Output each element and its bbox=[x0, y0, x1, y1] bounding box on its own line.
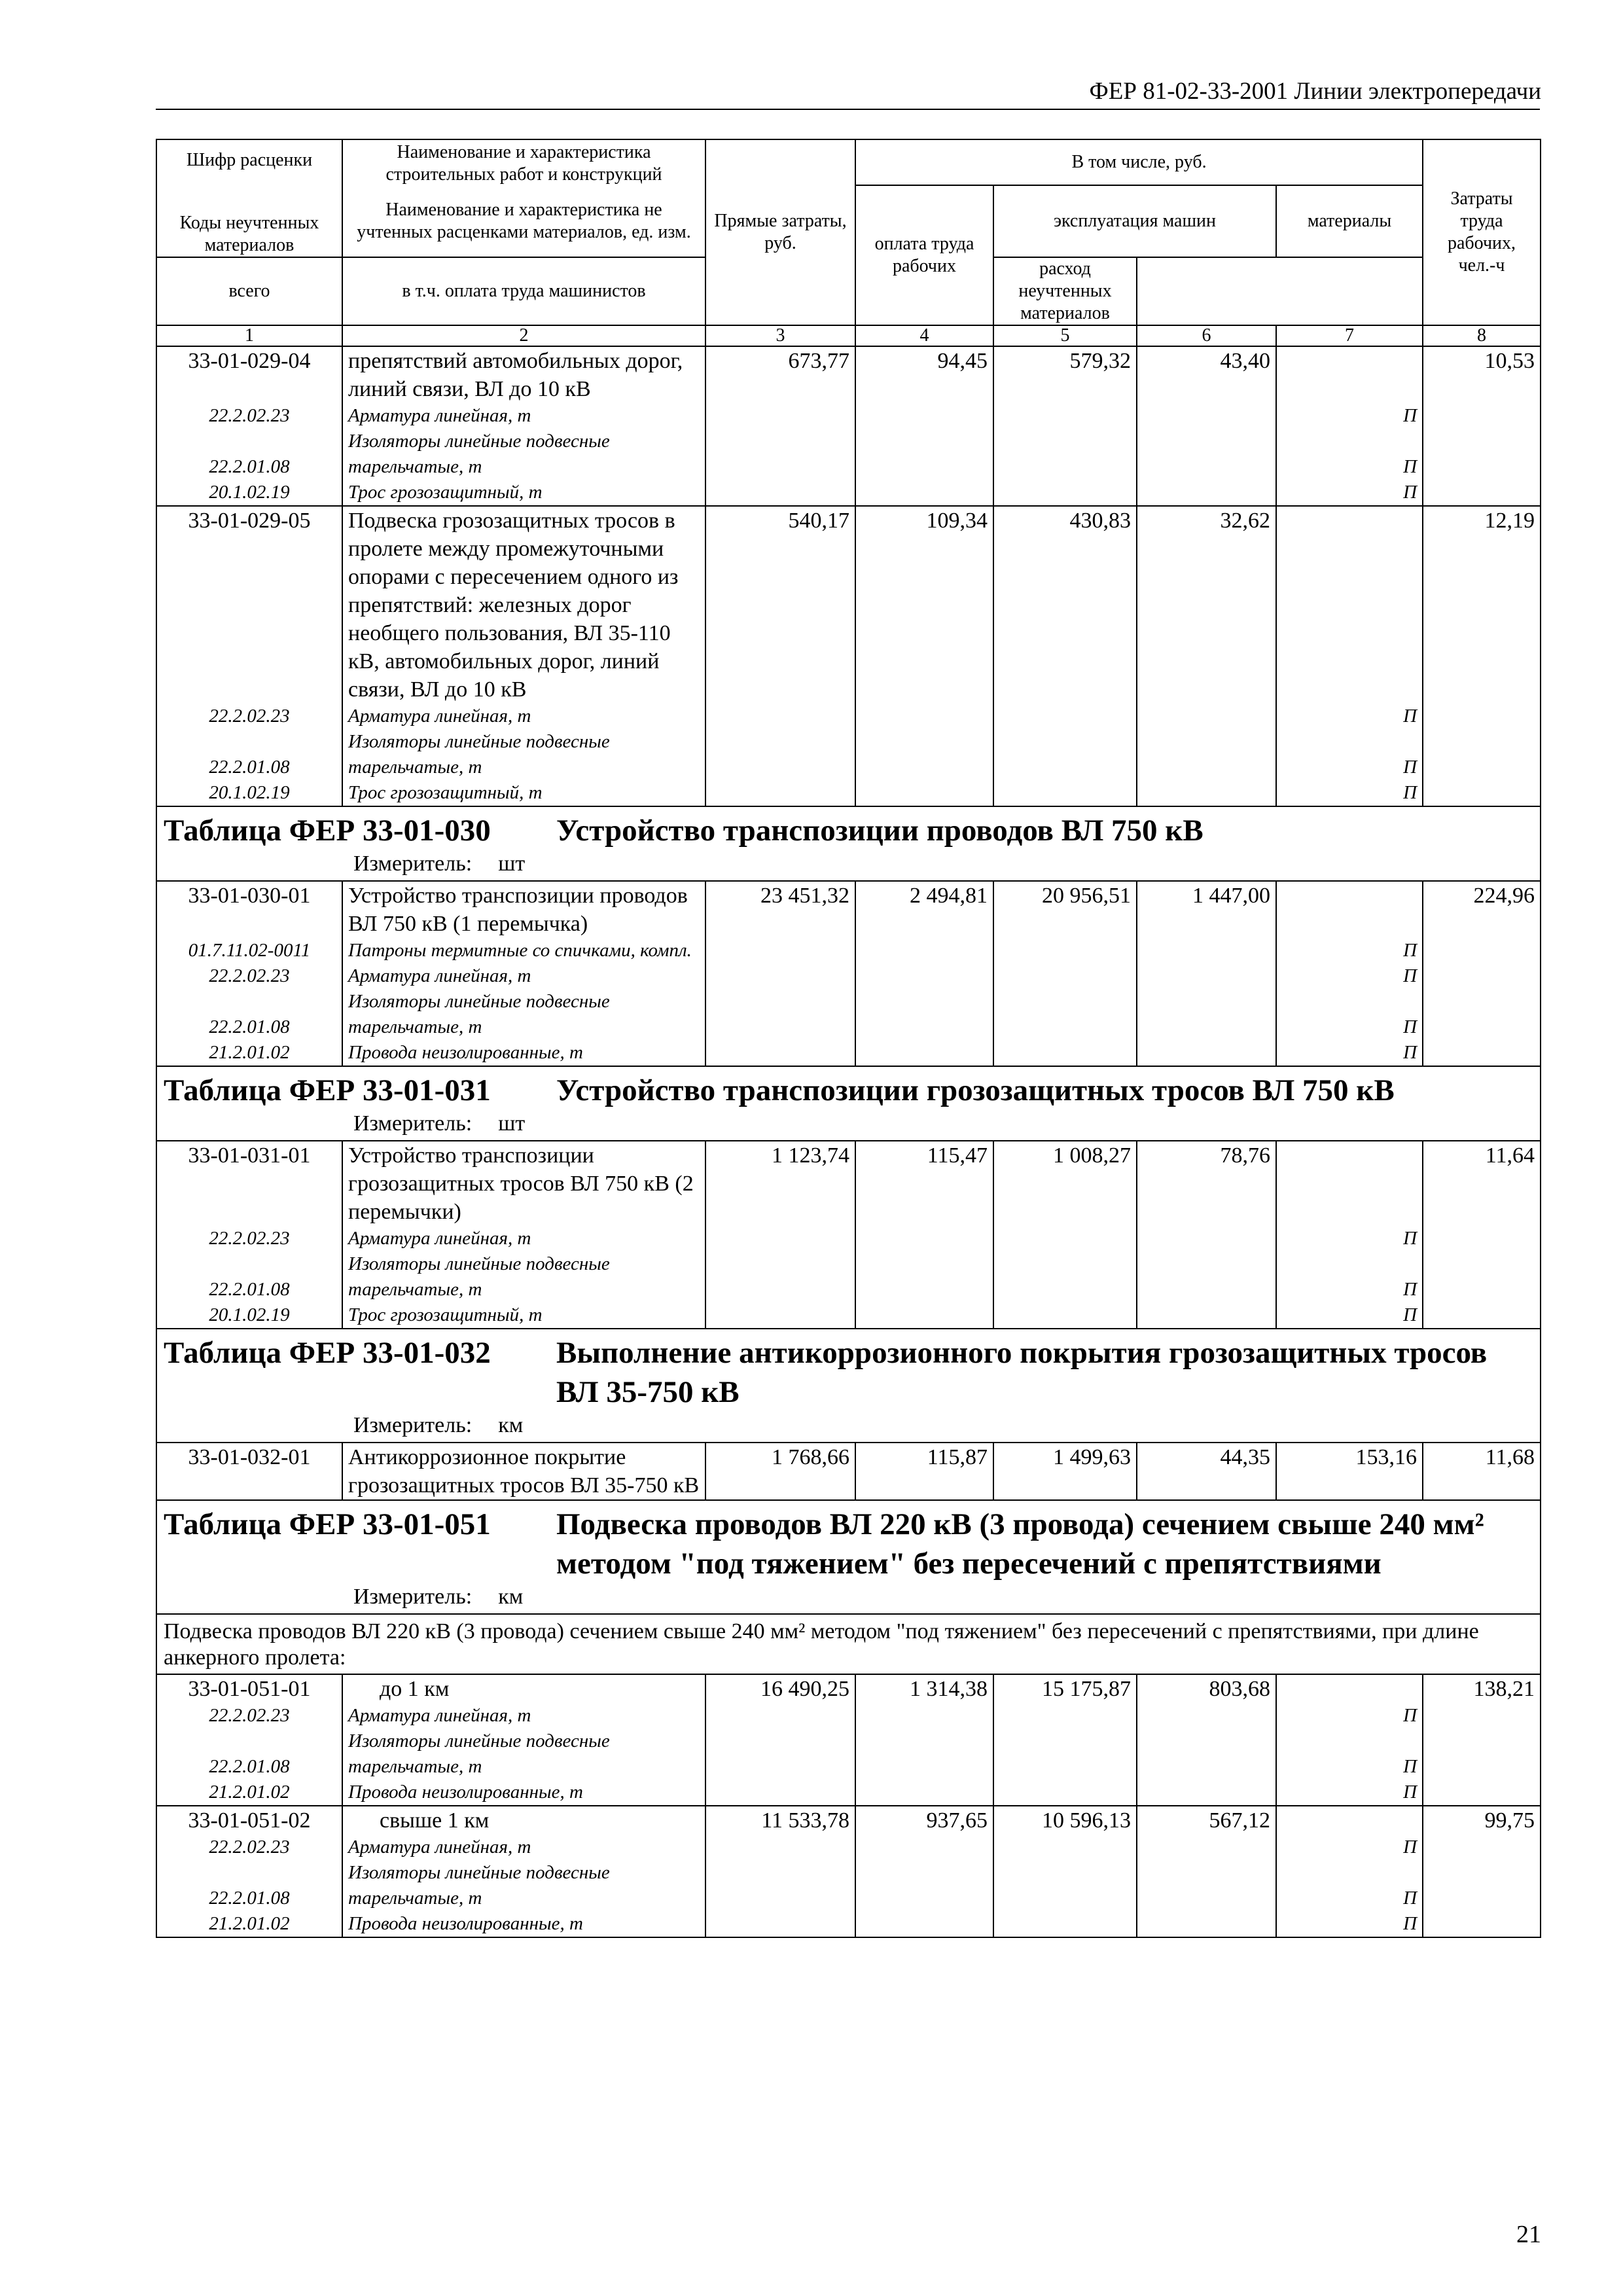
table-row bbox=[156, 881, 1541, 938]
empty-cell bbox=[1423, 403, 1541, 429]
empty-cell bbox=[993, 1835, 1137, 1860]
material-name: Арматура линейная, т bbox=[342, 1703, 705, 1729]
table-body bbox=[156, 346, 1541, 1937]
measure-label: Измеритель: bbox=[353, 1585, 473, 1609]
machinists-pay: 43,40 bbox=[1137, 346, 1276, 403]
material-name: Арматура линейная, т bbox=[342, 1835, 705, 1860]
empty-cell bbox=[1137, 780, 1276, 806]
empty-cell bbox=[855, 989, 993, 1040]
section-code: Таблица ФЕР 33-01-031 bbox=[164, 1073, 491, 1107]
work-name: Подвеска грозозащитных тросов в пролете между промежуточными опорами с пересечением одного из препятствий: железных дорог необщего пользования, ВЛ 35-110 кВ, автомобильных дорог, линий связи, ВЛ до 10 кВ bbox=[342, 506, 705, 704]
rate-code: 33-01-051-01 bbox=[156, 1674, 342, 1703]
material-name: Провода неизолированные, т bbox=[342, 1911, 705, 1937]
empty-cell bbox=[1137, 963, 1276, 989]
page-number: 21 bbox=[1516, 2221, 1541, 2248]
empty-cell bbox=[855, 1302, 993, 1329]
material-name: Изоляторы линейные подвесные тарельчатые, т bbox=[342, 1860, 705, 1911]
section-description: Подвеска проводов ВЛ 220 кВ (3 провода) сечением свыше 240 мм² методом "под тяжением" без пересечений с препятствиями, при длине анкерного пролета: bbox=[156, 1614, 1541, 1674]
empty-cell bbox=[993, 1729, 1137, 1780]
empty-cell bbox=[993, 1040, 1137, 1066]
empty-cell bbox=[1137, 1729, 1276, 1780]
machinists-pay: 803,68 bbox=[1137, 1674, 1276, 1703]
material-code: 22.2.02.23 bbox=[156, 963, 342, 989]
material-mark: П bbox=[1276, 1703, 1423, 1729]
empty-cell bbox=[1423, 1860, 1541, 1911]
column-number: 2 bbox=[342, 325, 705, 346]
empty-cell bbox=[1423, 1835, 1541, 1860]
material-row bbox=[156, 1780, 1541, 1806]
empty-cell bbox=[1423, 1040, 1541, 1066]
empty-cell bbox=[1137, 938, 1276, 963]
empty-cell bbox=[705, 1302, 855, 1329]
rates-table bbox=[156, 139, 1541, 1938]
material-row bbox=[156, 403, 1541, 429]
material-row bbox=[156, 1251, 1541, 1302]
empty-cell bbox=[1137, 1780, 1276, 1806]
column-number: 3 bbox=[705, 325, 855, 346]
machinists-pay: 44,35 bbox=[1137, 1443, 1276, 1500]
direct-costs: 1 768,66 bbox=[705, 1443, 855, 1500]
machines-total: 1 008,27 bbox=[993, 1141, 1137, 1226]
empty-cell bbox=[1137, 1251, 1276, 1302]
material-name: Трос грозозащитный, т bbox=[342, 1302, 705, 1329]
empty-cell bbox=[1423, 429, 1541, 480]
section-heading bbox=[156, 806, 1541, 881]
section-title: Устройство транспозиции проводов ВЛ 750 кВ bbox=[556, 814, 1204, 848]
work-name: до 1 км bbox=[342, 1674, 705, 1703]
section-unit bbox=[164, 1583, 1533, 1611]
empty-cell bbox=[855, 1251, 993, 1302]
empty-cell bbox=[993, 1703, 1137, 1729]
materials-usage bbox=[1276, 506, 1423, 704]
material-code: 22.2.02.23 bbox=[156, 1226, 342, 1251]
labor-pay: 1 314,38 bbox=[855, 1674, 993, 1703]
empty-cell bbox=[705, 1703, 855, 1729]
empty-cell bbox=[993, 1302, 1137, 1329]
column-number: 1 bbox=[156, 325, 342, 346]
empty-cell bbox=[705, 1251, 855, 1302]
material-row bbox=[156, 963, 1541, 989]
empty-cell bbox=[855, 1911, 993, 1937]
material-row bbox=[156, 989, 1541, 1040]
direct-costs: 673,77 bbox=[705, 346, 855, 403]
machinists-pay: 32,62 bbox=[1137, 506, 1276, 704]
empty-cell bbox=[705, 1780, 855, 1806]
material-mark: П bbox=[1276, 1302, 1423, 1329]
column-number: 5 bbox=[993, 325, 1137, 346]
header-code-sub-label: Коды неучтенных материалов bbox=[179, 213, 319, 255]
material-row bbox=[156, 480, 1541, 506]
material-row bbox=[156, 1860, 1541, 1911]
direct-costs: 540,17 bbox=[705, 506, 855, 704]
material-mark: П bbox=[1276, 729, 1423, 780]
material-name: Изоляторы линейные подвесные тарельчатые, т bbox=[342, 429, 705, 480]
material-code: 20.1.02.19 bbox=[156, 480, 342, 506]
header-name bbox=[342, 139, 705, 257]
empty-cell bbox=[993, 1911, 1137, 1937]
empty-cell bbox=[1423, 1302, 1541, 1329]
machines-total: 430,83 bbox=[993, 506, 1137, 704]
machines-total: 579,32 bbox=[993, 346, 1137, 403]
material-name: Арматура линейная, т bbox=[342, 963, 705, 989]
labor-pay: 2 494,81 bbox=[855, 881, 993, 938]
empty-cell bbox=[1137, 1860, 1276, 1911]
material-code: 01.7.11.02-0011 bbox=[156, 938, 342, 963]
machines-total: 20 956,51 bbox=[993, 881, 1137, 938]
table-row bbox=[156, 506, 1541, 704]
rate-code: 33-01-031-01 bbox=[156, 1141, 342, 1226]
column-numbers-row bbox=[156, 325, 1541, 346]
empty-cell bbox=[1137, 704, 1276, 729]
empty-cell bbox=[1423, 963, 1541, 989]
empty-cell bbox=[1137, 1302, 1276, 1329]
material-name: Арматура линейная, т bbox=[342, 704, 705, 729]
empty-cell bbox=[705, 1729, 855, 1780]
material-mark: П bbox=[1276, 1860, 1423, 1911]
empty-cell bbox=[705, 1226, 855, 1251]
empty-cell bbox=[855, 480, 993, 506]
measure-unit: шт bbox=[498, 1111, 526, 1136]
rate-code: 33-01-051-02 bbox=[156, 1806, 342, 1835]
empty-cell bbox=[855, 1226, 993, 1251]
section-row bbox=[156, 1066, 1541, 1141]
material-mark: П bbox=[1276, 480, 1423, 506]
header-materials: материалы bbox=[1276, 185, 1423, 257]
header-labor-cost: Затраты труда рабочих, чел.-ч bbox=[1423, 139, 1541, 325]
materials-usage: 153,16 bbox=[1276, 1443, 1423, 1500]
work-name: Устройство транспозиции проводов ВЛ 750 кВ (1 перемычка) bbox=[342, 881, 705, 938]
table-row bbox=[156, 346, 1541, 403]
material-name: Арматура линейная, т bbox=[342, 403, 705, 429]
material-row bbox=[156, 429, 1541, 480]
empty-cell bbox=[855, 1780, 993, 1806]
labor-cost: 99,75 bbox=[1423, 1806, 1541, 1835]
material-code: 22.2.01.08 bbox=[156, 1251, 342, 1302]
material-mark: П bbox=[1276, 1251, 1423, 1302]
material-name: Трос грозозащитный, т bbox=[342, 780, 705, 806]
material-code: 22.2.02.23 bbox=[156, 1703, 342, 1729]
empty-cell bbox=[705, 1040, 855, 1066]
material-row bbox=[156, 1226, 1541, 1251]
material-row bbox=[156, 938, 1541, 963]
material-code: 22.2.01.08 bbox=[156, 729, 342, 780]
labor-cost: 11,68 bbox=[1423, 1443, 1541, 1500]
table-row bbox=[156, 1806, 1541, 1835]
section-heading bbox=[156, 1329, 1541, 1443]
material-mark: П bbox=[1276, 1911, 1423, 1937]
material-name: Изоляторы линейные подвесные тарельчатые, т bbox=[342, 989, 705, 1040]
empty-cell bbox=[855, 403, 993, 429]
empty-cell bbox=[1137, 480, 1276, 506]
materials-usage bbox=[1276, 1141, 1423, 1226]
material-name: Изоляторы линейные подвесные тарельчатые, т bbox=[342, 729, 705, 780]
header-rule bbox=[156, 109, 1540, 110]
header-materials-usage: расход неучтенных материалов bbox=[993, 257, 1137, 325]
material-mark: П bbox=[1276, 403, 1423, 429]
empty-cell bbox=[1137, 1040, 1276, 1066]
direct-costs: 11 533,78 bbox=[705, 1806, 855, 1835]
material-code: 22.2.02.23 bbox=[156, 403, 342, 429]
empty-cell bbox=[1423, 1703, 1541, 1729]
measure-label: Измеритель: bbox=[353, 1413, 473, 1437]
machines-total: 1 499,63 bbox=[993, 1443, 1137, 1500]
empty-cell bbox=[1137, 1835, 1276, 1860]
empty-cell bbox=[855, 1703, 993, 1729]
empty-cell bbox=[855, 1729, 993, 1780]
material-row bbox=[156, 1835, 1541, 1860]
material-code: 20.1.02.19 bbox=[156, 1302, 342, 1329]
section-row bbox=[156, 806, 1541, 881]
section-heading bbox=[156, 1066, 1541, 1141]
empty-cell bbox=[705, 480, 855, 506]
section-title: Подвеска проводов ВЛ 220 кВ (3 провода) сечением свыше 240 мм² методом "под тяжением" без пересечений с препятствиями bbox=[556, 1507, 1484, 1581]
machines-total: 10 596,13 bbox=[993, 1806, 1137, 1835]
empty-cell bbox=[1137, 429, 1276, 480]
empty-cell bbox=[705, 704, 855, 729]
material-code: 21.2.01.02 bbox=[156, 1040, 342, 1066]
labor-pay: 937,65 bbox=[855, 1806, 993, 1835]
section-code: Таблица ФЕР 33-01-032 bbox=[164, 1336, 491, 1370]
empty-cell bbox=[1137, 1703, 1276, 1729]
empty-cell bbox=[993, 1860, 1137, 1911]
material-code: 21.2.01.02 bbox=[156, 1780, 342, 1806]
section-code: Таблица ФЕР 33-01-051 bbox=[164, 1507, 491, 1541]
measure-unit: км bbox=[498, 1585, 524, 1609]
direct-costs: 1 123,74 bbox=[705, 1141, 855, 1226]
material-row bbox=[156, 1911, 1541, 1937]
empty-cell bbox=[1423, 1911, 1541, 1937]
empty-cell bbox=[705, 429, 855, 480]
material-mark: П bbox=[1276, 938, 1423, 963]
empty-cell bbox=[1423, 729, 1541, 780]
section-title: Устройство транспозиции грозозащитных тросов ВЛ 750 кВ bbox=[556, 1073, 1395, 1107]
labor-pay: 115,87 bbox=[855, 1443, 993, 1500]
direct-costs: 16 490,25 bbox=[705, 1674, 855, 1703]
empty-cell bbox=[855, 1860, 993, 1911]
column-number: 8 bbox=[1423, 325, 1541, 346]
material-name: Изоляторы линейные подвесные тарельчатые, т bbox=[342, 1729, 705, 1780]
empty-cell bbox=[993, 480, 1137, 506]
materials-usage bbox=[1276, 346, 1423, 403]
rate-code: 33-01-029-05 bbox=[156, 506, 342, 704]
material-mark: П bbox=[1276, 429, 1423, 480]
measure-label: Измеритель: bbox=[353, 1111, 473, 1136]
empty-cell bbox=[705, 989, 855, 1040]
empty-cell bbox=[1423, 938, 1541, 963]
empty-cell bbox=[1423, 780, 1541, 806]
empty-cell bbox=[1423, 1780, 1541, 1806]
material-row bbox=[156, 729, 1541, 780]
empty-cell bbox=[855, 780, 993, 806]
empty-cell bbox=[855, 938, 993, 963]
material-row bbox=[156, 1703, 1541, 1729]
material-name: Патроны термитные со спичками, компл. bbox=[342, 938, 705, 963]
work-name: препятствий автомобильных дорог, линий связи, ВЛ до 10 кВ bbox=[342, 346, 705, 403]
material-name: Арматура линейная, т bbox=[342, 1226, 705, 1251]
header-direct-costs: Прямые затраты, руб. bbox=[705, 139, 855, 325]
machinists-pay: 78,76 bbox=[1137, 1141, 1276, 1226]
material-mark: П bbox=[1276, 1040, 1423, 1066]
empty-cell bbox=[993, 1780, 1137, 1806]
empty-cell bbox=[705, 963, 855, 989]
empty-cell bbox=[1423, 704, 1541, 729]
empty-cell bbox=[993, 780, 1137, 806]
empty-cell bbox=[993, 1251, 1137, 1302]
header-machines: эксплуатация машин bbox=[993, 185, 1276, 257]
header-name-sub-label: Наименование и характеристика не учтенных расценками материалов, ед. изм. bbox=[357, 200, 691, 242]
header-including: В том числе, руб. bbox=[855, 139, 1423, 185]
empty-cell bbox=[993, 938, 1137, 963]
empty-cell bbox=[1423, 1226, 1541, 1251]
material-name: Трос грозозащитный, т bbox=[342, 480, 705, 506]
machines-total: 15 175,87 bbox=[993, 1674, 1137, 1703]
labor-pay: 115,47 bbox=[855, 1141, 993, 1226]
material-mark: П bbox=[1276, 989, 1423, 1040]
header-machinists-pay: в т.ч. оплата труда машинистов bbox=[342, 257, 705, 325]
empty-cell bbox=[705, 403, 855, 429]
table-header bbox=[156, 139, 1541, 346]
material-name: Изоляторы линейные подвесные тарельчатые, т bbox=[342, 1251, 705, 1302]
table-row bbox=[156, 1443, 1541, 1500]
material-code: 22.2.01.08 bbox=[156, 1729, 342, 1780]
empty-cell bbox=[993, 1226, 1137, 1251]
material-mark: П bbox=[1276, 780, 1423, 806]
empty-cell bbox=[1137, 989, 1276, 1040]
labor-pay: 109,34 bbox=[855, 506, 993, 704]
labor-pay: 94,45 bbox=[855, 346, 993, 403]
section-heading bbox=[156, 1500, 1541, 1614]
material-code: 21.2.01.02 bbox=[156, 1911, 342, 1937]
work-name: Устройство транспозиции грозозащитных тросов ВЛ 750 кВ (2 перемычки) bbox=[342, 1141, 705, 1226]
labor-cost: 12,19 bbox=[1423, 506, 1541, 704]
section-title: Выполнение антикоррозионного покрытия грозозащитных тросов ВЛ 35-750 кВ bbox=[556, 1336, 1488, 1409]
material-code: 20.1.02.19 bbox=[156, 780, 342, 806]
direct-costs: 23 451,32 bbox=[705, 881, 855, 938]
empty-cell bbox=[1423, 480, 1541, 506]
empty-cell bbox=[993, 429, 1137, 480]
materials-usage bbox=[1276, 1674, 1423, 1703]
labor-cost: 10,53 bbox=[1423, 346, 1541, 403]
labor-cost: 138,21 bbox=[1423, 1674, 1541, 1703]
material-mark: П bbox=[1276, 1729, 1423, 1780]
empty-cell bbox=[1423, 989, 1541, 1040]
rate-code: 33-01-032-01 bbox=[156, 1443, 342, 1500]
section-unit bbox=[164, 1110, 1533, 1138]
materials-usage bbox=[1276, 881, 1423, 938]
empty-cell bbox=[855, 1835, 993, 1860]
empty-cell bbox=[1137, 1911, 1276, 1937]
empty-cell bbox=[1137, 403, 1276, 429]
labor-cost: 11,64 bbox=[1423, 1141, 1541, 1226]
material-mark: П bbox=[1276, 1780, 1423, 1806]
empty-cell bbox=[855, 704, 993, 729]
material-row bbox=[156, 1729, 1541, 1780]
machinists-pay: 1 447,00 bbox=[1137, 881, 1276, 938]
material-row bbox=[156, 1040, 1541, 1066]
section-row bbox=[156, 1500, 1541, 1614]
empty-cell bbox=[1423, 1251, 1541, 1302]
empty-cell bbox=[1137, 1226, 1276, 1251]
header-labor-pay: оплата труда рабочих bbox=[855, 185, 993, 325]
section-code: Таблица ФЕР 33-01-030 bbox=[164, 814, 491, 848]
material-mark: П bbox=[1276, 704, 1423, 729]
header-code bbox=[156, 139, 342, 257]
rate-code: 33-01-029-04 bbox=[156, 346, 342, 403]
material-code: 22.2.02.23 bbox=[156, 1835, 342, 1860]
empty-cell bbox=[705, 729, 855, 780]
material-name: Провода неизолированные, т bbox=[342, 1780, 705, 1806]
empty-cell bbox=[993, 403, 1137, 429]
header-name-label: Наименование и характеристика строительных работ и конструкций bbox=[385, 142, 662, 185]
table-row bbox=[156, 1674, 1541, 1703]
measure-label: Измеритель: bbox=[353, 852, 473, 876]
materials-usage bbox=[1276, 1806, 1423, 1835]
empty-cell bbox=[855, 729, 993, 780]
material-row bbox=[156, 704, 1541, 729]
material-code: 22.2.01.08 bbox=[156, 1860, 342, 1911]
page-header-title: ФЕР 81-02-33-2001 Линии электропередачи bbox=[1089, 78, 1541, 105]
empty-cell bbox=[705, 1860, 855, 1911]
header-machines-total: всего bbox=[156, 257, 342, 325]
empty-cell bbox=[1137, 729, 1276, 780]
column-number: 4 bbox=[855, 325, 993, 346]
empty-cell bbox=[855, 1040, 993, 1066]
material-code: 22.2.01.08 bbox=[156, 429, 342, 480]
material-mark: П bbox=[1276, 1226, 1423, 1251]
empty-cell bbox=[705, 1835, 855, 1860]
empty-cell bbox=[705, 938, 855, 963]
measure-unit: шт bbox=[498, 852, 526, 876]
empty-cell bbox=[705, 780, 855, 806]
column-number: 7 bbox=[1276, 325, 1423, 346]
labor-cost: 224,96 bbox=[1423, 881, 1541, 938]
section-row bbox=[156, 1329, 1541, 1443]
material-mark: П bbox=[1276, 1835, 1423, 1860]
measure-unit: км bbox=[498, 1413, 524, 1437]
column-number: 6 bbox=[1137, 325, 1276, 346]
section-unit bbox=[164, 850, 1533, 878]
section-unit bbox=[164, 1412, 1533, 1439]
empty-cell bbox=[705, 1911, 855, 1937]
rate-code: 33-01-030-01 bbox=[156, 881, 342, 938]
empty-cell bbox=[855, 429, 993, 480]
material-row bbox=[156, 780, 1541, 806]
empty-cell bbox=[993, 963, 1137, 989]
material-code: 22.2.01.08 bbox=[156, 989, 342, 1040]
empty-cell bbox=[855, 963, 993, 989]
machinists-pay: 567,12 bbox=[1137, 1806, 1276, 1835]
work-name: свыше 1 км bbox=[342, 1806, 705, 1835]
material-row bbox=[156, 1302, 1541, 1329]
section-description-row bbox=[156, 1614, 1541, 1674]
header-code-label: Шифр расценки bbox=[186, 150, 313, 170]
work-name: Антикоррозионное покрытие грозозащитных тросов ВЛ 35-750 кВ bbox=[342, 1443, 705, 1500]
empty-cell bbox=[1423, 1729, 1541, 1780]
material-name: Провода неизолированные, т bbox=[342, 1040, 705, 1066]
material-mark: П bbox=[1276, 963, 1423, 989]
empty-cell bbox=[993, 704, 1137, 729]
table-row bbox=[156, 1141, 1541, 1226]
empty-cell bbox=[993, 989, 1137, 1040]
empty-cell bbox=[993, 729, 1137, 780]
material-code: 22.2.02.23 bbox=[156, 704, 342, 729]
